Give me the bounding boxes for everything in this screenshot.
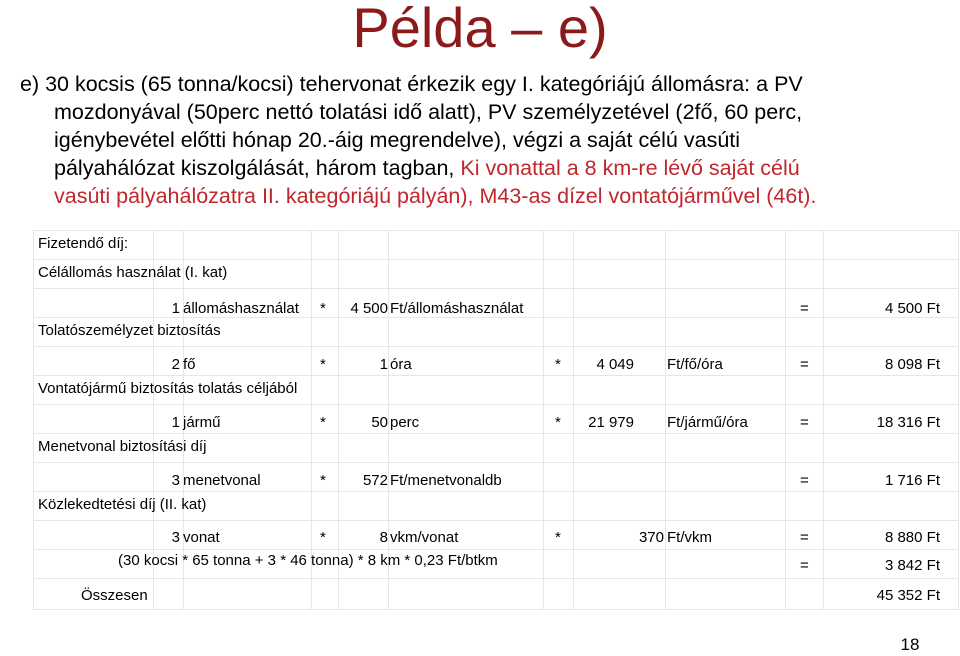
intro-line-1: e) 30 kocsis (65 tonna/kocsi) tehervonat érkezik egy I. kategóriájú állomásra: a PV [20,72,803,96]
row5-unit: vonat [183,529,220,546]
row3-op1: * [320,414,326,431]
row4-eq: = [800,472,809,489]
row3-qty: 1 [171,414,180,431]
menetvonal-label: Menetvonal biztosítási díj [38,438,207,455]
row3-val2: 21 979 [588,414,634,431]
row4-val: 572 [362,472,388,489]
row2-eq: = [800,356,809,373]
fizetendo-label: Fizetendő díj: [38,235,129,252]
highlight-text: Ki vonattal a 8 km-re lévő saját célú [460,156,800,180]
intro-line-5: vasúti pályahálózatra II. kategóriájú pályán), M43-as dízel vontatójárművel (46t). [54,184,817,208]
osszesen-label: Összesen [81,587,148,604]
row2-op1: * [320,356,326,373]
row1-op: * [320,300,326,317]
row4-rate: Ft/menetvonaldb [390,472,502,489]
row2-op2: * [555,356,561,373]
row2-val2: 4 049 [596,356,634,373]
slide-title: Példa – e) [352,0,608,59]
formula-text: (30 kocsi * 65 tonna + 3 * 46 tonna) * 8 km * 0,23 Ft/btkm [118,552,498,569]
row2-rate: Ft/fő/óra [667,356,723,373]
intro-line-4: pályahálózat kiszolgálását, három tagban, Ki vonattal a 8 km-re lévő saját célú [54,156,800,180]
row3-op2: * [555,414,561,431]
row2-val1: 1 [379,356,388,373]
row3-total: 18 316 Ft [876,414,940,431]
intro-text [20,70,950,210]
row2-unit1: óra [390,356,412,373]
tolato-label: Tolatószemélyzet biztosítás [38,322,221,339]
row4-total: 1 716 Ft [884,472,940,489]
row5-op1: * [320,529,326,546]
row5-val2: 370 [638,529,664,546]
row5-unit1: vkm/vonat [390,529,459,546]
row5-total: 8 880 Ft [884,529,940,546]
formula-total: 3 842 Ft [884,557,940,574]
row5-eq: = [800,529,809,546]
row3-unit1: perc [390,414,420,431]
row5-qty: 3 [171,529,180,546]
row1-unit: állomáshasználat [183,300,299,317]
row2-unit: fő [183,356,196,373]
grand-total: 45 352 Ft [876,587,940,604]
row4-unit: menetvonal [183,472,261,489]
row1-qty: 1 [171,300,180,317]
row3-eq: = [800,414,809,431]
row5-rate: Ft/vkm [667,529,712,546]
formula-eq: = [800,557,809,574]
vontato-label: Vontatójármű biztosítás tolatás céljából [38,380,298,397]
row3-unit: jármű [183,414,221,431]
row3-rate: Ft/jármű/óra [667,414,748,431]
intro-line-2: mozdonyával (50perc nettó tolatási idő alatt), PV személyzetével (2fő, 60 perc, [54,100,803,124]
row1-rate: Ft/állomáshasználat [390,300,524,317]
row1-total: 4 500 Ft [884,300,940,317]
row4-op: * [320,472,326,489]
row3-val1: 50 [371,414,388,431]
row1-val: 4 500 [350,300,388,317]
intro-line-3: igénybevétel előtti hónap 20.-áig megrendelve), végzi a saját célú vasúti [54,128,741,152]
row5-op2: * [555,529,561,546]
kozlek-label: Közlekedtetési díj (II. kat) [38,496,207,513]
page-number: 18 [900,635,920,654]
row4-qty: 3 [171,472,180,489]
row2-qty: 2 [171,356,180,373]
row5-val1: 8 [379,529,388,546]
row1-eq: = [800,300,809,317]
row2-total: 8 098 Ft [884,356,940,373]
celallomas-label: Célállomás használat (I. kat) [38,264,228,281]
